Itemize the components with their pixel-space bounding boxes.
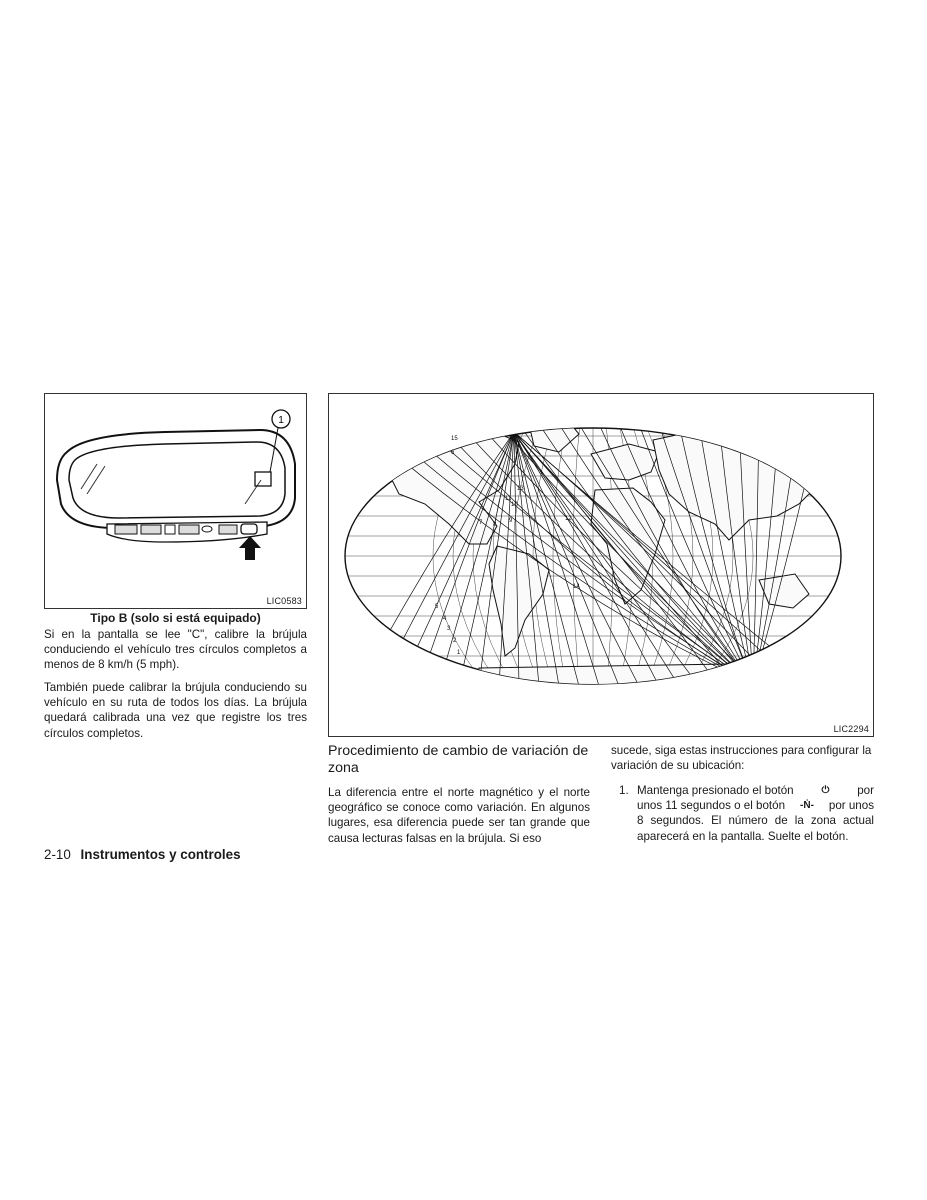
step-text: Mantenga presionado el botón (637, 784, 794, 797)
zone-label: 14 (573, 584, 580, 590)
paragraph-instructions: sucede, siga estas instrucciones para configurar la variación de su ubicación: (611, 744, 872, 773)
paragraph-variation: La diferencia entre el norte magnético y el norte geográfico se conoce como variación. En algunos lugares, esa diferencia puede ser tan grande que causa lecturas falsas en la brújula. Si eso (328, 786, 590, 845)
compass-n-icon: -Ṅ- (800, 800, 814, 812)
figure-code: LIC0583 (266, 596, 302, 606)
paragraph-calibrate-route: También puede calibrar la brújula conduciendo su vehículo en su ruta de todos los días. La brújula quedará calibrada una vez que registre los tres círculos completos. (44, 681, 307, 740)
step-text: por unos (828, 799, 874, 813)
figure-caption: Tipo B (solo si está equipado) (90, 611, 261, 625)
world-map-figure (328, 393, 874, 737)
zone-label: 12 (565, 516, 572, 522)
zone-label: 8 (493, 522, 497, 528)
step-text: por (857, 784, 874, 797)
section-title: Instrumentos y controles (80, 847, 241, 862)
zone-label: 1 (457, 650, 461, 656)
arrow-up-icon (239, 536, 261, 560)
mirror-figure (44, 393, 307, 609)
zone-label: 5 (435, 604, 439, 610)
zone-label: 4 (443, 616, 447, 622)
callout-label: 1 (278, 415, 284, 426)
zone-label: 10 (511, 502, 518, 508)
mirror-illustration (45, 394, 306, 608)
zone-label: 6 (451, 450, 455, 456)
power-icon: ⏻ (821, 785, 830, 796)
paragraph-calibrate: Si en la pantalla se lee "C", calibre la brújula conduciendo el vehículo tres círculos completos a menos de 8 km/h (5 mph). (44, 628, 307, 672)
zone-label: 3 (447, 626, 451, 632)
zone-label: 13 (517, 486, 524, 492)
section-heading: Procedimiento de cambio de variación de zona (328, 743, 589, 776)
step-text: 8 segundos. El número de la zona actual aparecerá en la pantalla. Suelte el botón. (637, 814, 874, 843)
step-text: unos 11 segundos o el botón (637, 799, 786, 813)
step-number: 1. (619, 784, 629, 797)
page-number: 2-10 (44, 847, 71, 862)
zone-label: 15 (451, 436, 458, 442)
zone-label: 2 (453, 638, 457, 644)
zone-label: 9 (509, 518, 513, 524)
magnetic-zone-map (329, 394, 873, 736)
zone-label: 7 (479, 520, 483, 526)
page-footer (44, 847, 241, 862)
figure-code: LIC2294 (833, 724, 869, 734)
zone-label: 11 (505, 496, 512, 502)
